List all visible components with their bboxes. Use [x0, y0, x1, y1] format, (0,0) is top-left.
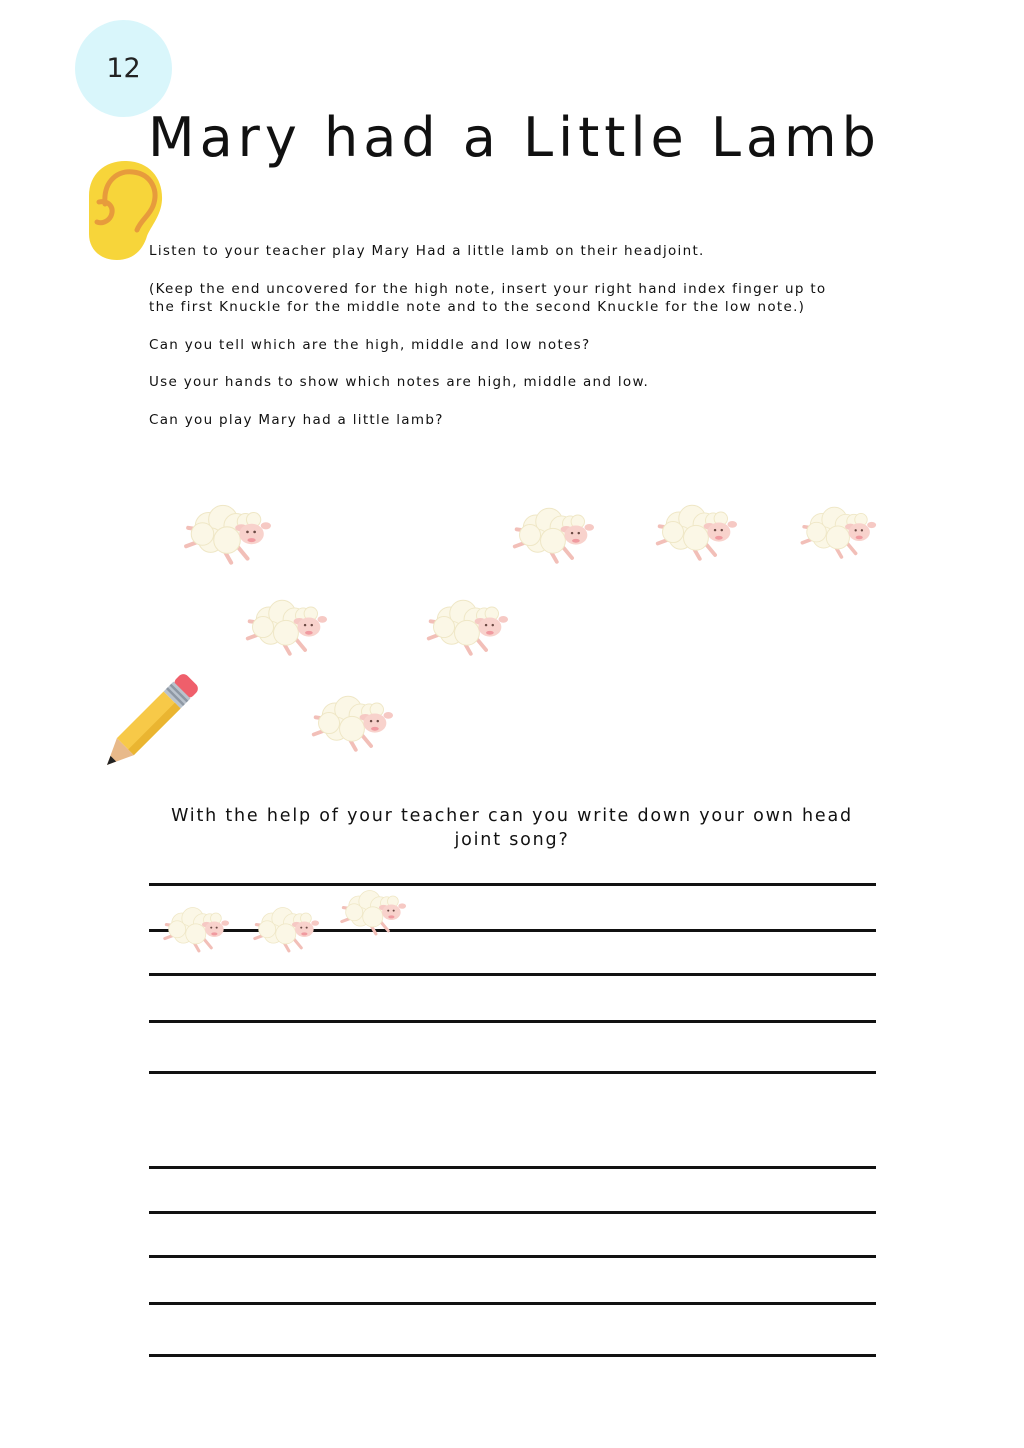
staff-line: [149, 1166, 876, 1169]
staff-line: [149, 1255, 876, 1258]
instruction-hands: Use your hands to show which notes are high, middle and low.: [149, 374, 650, 390]
instruction-identify: Can you tell which are the high, middle and low notes?: [149, 336, 591, 353]
sheep-icon: [242, 598, 328, 658]
instruction-fingering: (Keep the end uncovered for the high note, insert your right hand index finger up to the first Knuckle for the middle note and to the second Knuckle for the low note.): [149, 280, 827, 315]
writing-prompt: With the help of your teacher can you write down your own head joint song?: [171, 806, 853, 850]
staff-line: [149, 1302, 876, 1305]
staff-line: [149, 883, 876, 886]
sheep-icon: [160, 906, 230, 954]
sheep-icon: [797, 505, 877, 561]
staff-line: [149, 973, 876, 976]
page-number: 12: [106, 53, 141, 84]
staff-line: [149, 1071, 876, 1074]
staff-line: [149, 1211, 876, 1214]
sheep-icon: [180, 503, 272, 567]
page-title: Mary had a Little Lamb: [148, 106, 881, 169]
staff-line: [149, 1020, 876, 1023]
sheep-icon: [308, 694, 394, 754]
sheep-icon: [337, 889, 407, 937]
sheep-icon: [423, 598, 509, 658]
page-number-badge: [75, 20, 172, 117]
sheep-icon: [652, 503, 738, 563]
pencil-icon: [92, 668, 204, 780]
instructions: [149, 242, 849, 448]
sheep-icon: [250, 906, 320, 954]
staff-line: [149, 1354, 876, 1357]
instruction-play: Can you play Mary had a little lamb?: [149, 411, 444, 428]
instruction-listen: Listen to your teacher play Mary Had a little lamb on their headjoint.: [149, 243, 705, 259]
sheep-icon: [509, 506, 595, 566]
